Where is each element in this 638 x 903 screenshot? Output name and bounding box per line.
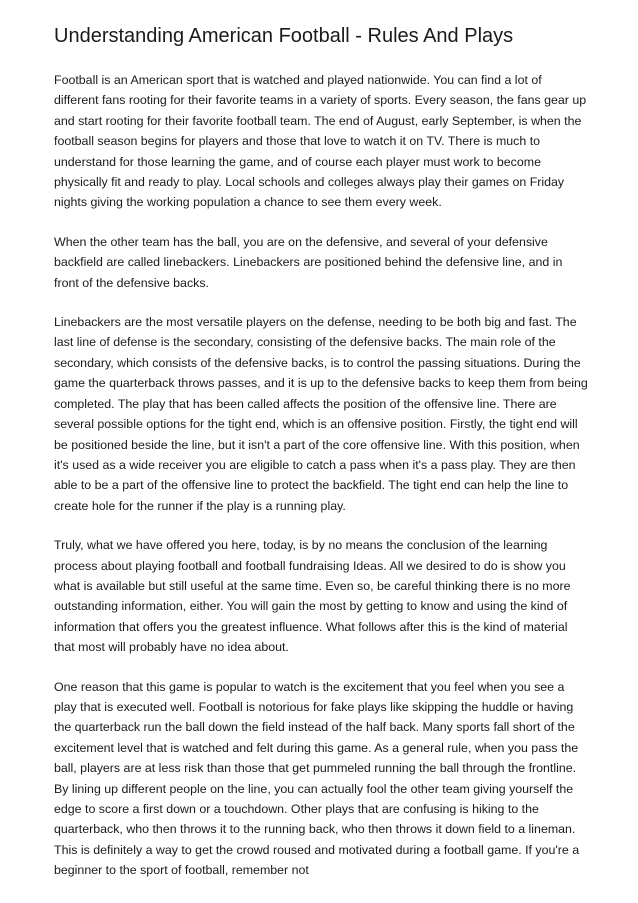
document-page — [54, 22, 588, 881]
paragraph-defense: When the other team has the ball, you are on the defensive, and several of your defensive backfield are called linebackers. Linebackers are positioned behind the defensive line, and in front of the defensive backs. — [54, 234, 563, 290]
page-title: Understanding American Football - Rules And Plays — [54, 25, 514, 47]
paragraph-intro: Football is an American sport that is watched and played nationwide. You can find a lot of different fans rooting for their favorite teams in a variety of sports. Every season, the fans gear up and start rooting for their favorite football team. The end of August, early September, is when the football season begins for players and those that love to watch it on TV. There is much to understand for those learning the game, and of course each player must work to become physically fit and ready to play. Local schools and colleges always play their games on Friday nights giving the working population a chance to see them every week. — [54, 73, 587, 210]
paragraph-linebackers: Linebackers are the most versatile players on the defense, needing to be both big and fast. The last line of defense is the secondary, consisting of the defensive backs. The main role of the secondary, which consists of the defensive backs, is to control the passing situations. During the game the quarterback throws passes, and it is up to the defensive backs to keep them from being completed. The play that has been called affects the position of the offensive line. There are several possible options for the tight end, which is an offensive position. Firstly, the tight end will be positioned beside the line, but it isn't a part of the core offensive line. With this position, when it's used as a wide receiver you are eligible to catch a pass when it's a pass play. They are then able to be a part of the offensive line to protect the backfield. The tight end can help the line to create hole for the runner if the play is a running play. — [54, 315, 588, 513]
paragraph-excitement: One reason that this game is popular to watch is the excitement that you feel when you see a play that is executed well. Football is notorious for fake plays like skipping the huddle or having the quarterback run the ball down the field instead of the half back. Many sports fall short of the excitement level that is watched and felt during this game. As a general rule, when you pass the ball, players are at less risk than those that get pummeled running the ball through the frontline. By lining up different people on the line, you can actually fool the other team giving yourself the edge to score a first down or a touchdown. Other plays that are confusing is hiking to the quarterback, who then throws it to the running back, who then throws it down field to a lineman. This is definitely a way to get the crowd roused and motivated during a football game. If you're a beginner to the sport of football, remember not — [54, 679, 580, 878]
paragraph-conclusion: Truly, what we have offered you here, today, is by no means the conclusion of the learning process about playing football and football fundraising Ideas. All we desired to do is show you what is available but still useful at the same time. Even so, be careful thinking there is no more outstanding information, either. You will gain the most by getting to know and using the kind of information that offers you the greatest influence. What follows after this is the kind of material that most will probably have no idea about. — [54, 538, 571, 655]
